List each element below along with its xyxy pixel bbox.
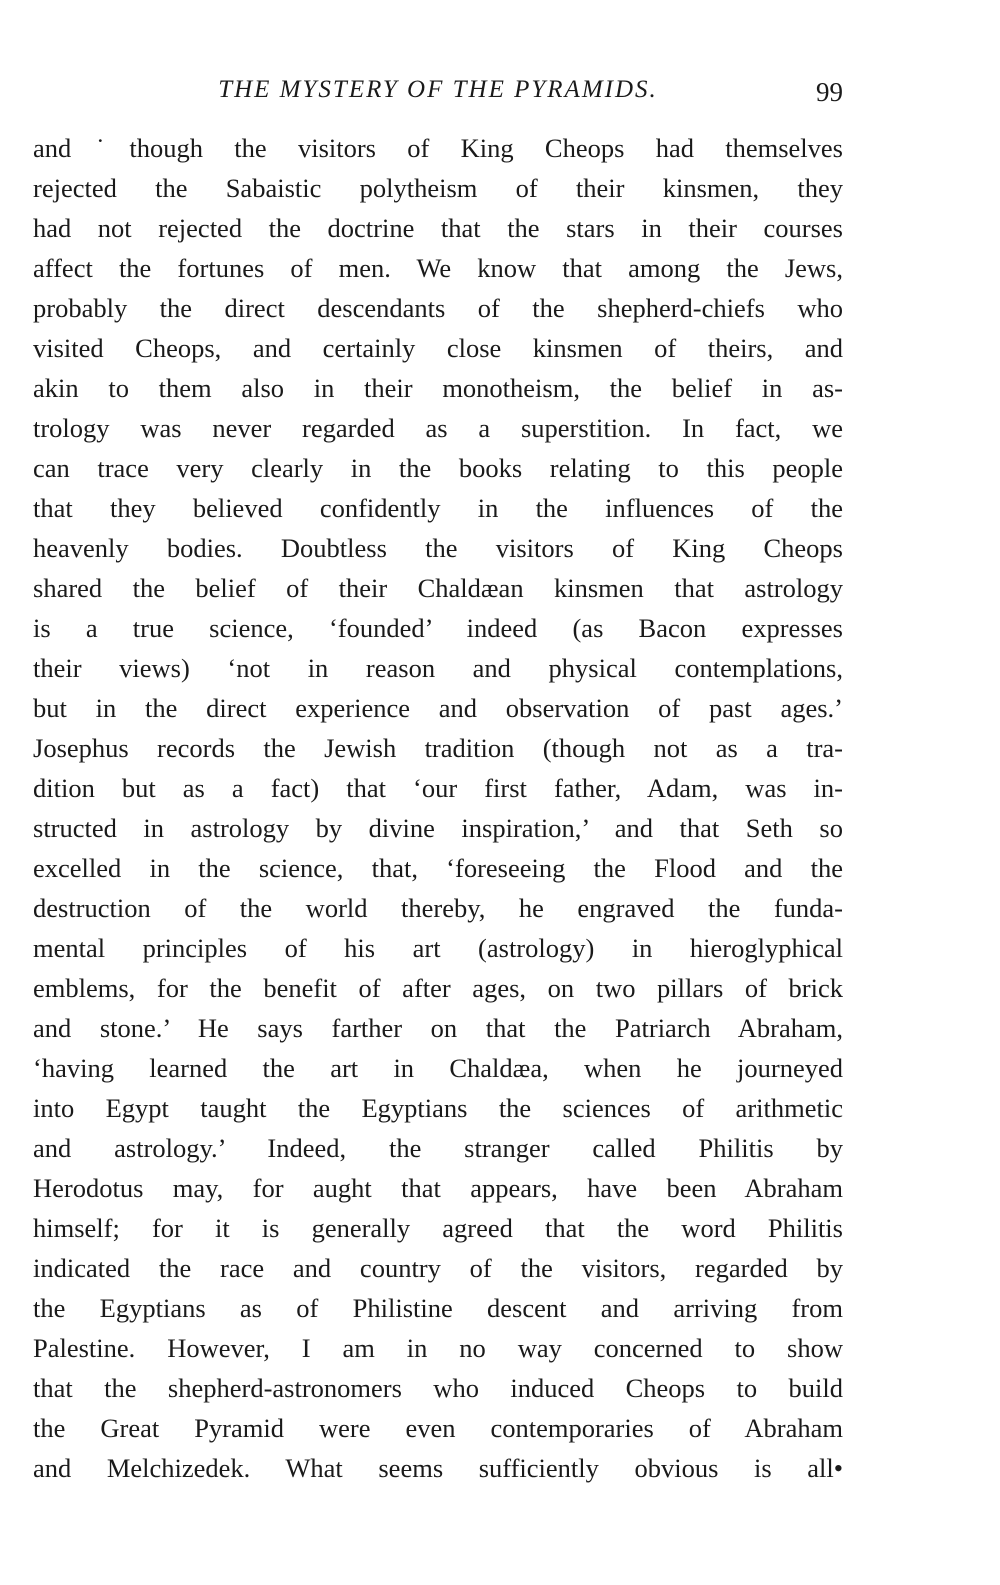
text-line: dition but as a fact) that ‘our first father, Adam, was in- (33, 773, 843, 803)
text-line: and astrology.’ Indeed, the stranger called Philitis by (33, 1133, 843, 1163)
text-line: their views) ‘not in reason and physical contemplations, (33, 653, 843, 683)
text-line: and˙though the visitors of King Cheops had themselves (33, 133, 843, 163)
text-line: the Great Pyramid were even contemporaries of Abraham (33, 1413, 843, 1443)
text-line: the Egyptians as of Philistine descent and arriving from (33, 1293, 843, 1323)
text-line: that they believed confidently in the influences of the (33, 493, 843, 523)
text-line: but in the direct experience and observation of past ages.’ (33, 693, 843, 723)
text-line: mental principles of his art (astrology) in hieroglyphical (33, 933, 843, 963)
text-line: excelled in the science, that, ‘foreseeing the Flood and the (33, 853, 843, 883)
text-line: Josephus records the Jewish tradition (though not as a tra- (33, 733, 843, 763)
text-line: had not rejected the doctrine that the stars in their courses (33, 213, 843, 243)
page-number: 99 (816, 77, 843, 107)
body-text (33, 128, 843, 1488)
text-line: destruction of the world thereby, he engraved the funda- (33, 893, 843, 923)
text-line: and Melchizedek. What seems sufficiently obvious is all• (33, 1453, 843, 1483)
text-line: into Egypt taught the Egyptians the sciences of arithmetic (33, 1093, 843, 1123)
text-line: ‘having learned the art in Chaldæa, when he journeyed (33, 1053, 843, 1083)
text-line: himself; for it is generally agreed that the word Philitis (33, 1213, 843, 1243)
text-line: akin to them also in their monotheism, the belief in as- (33, 373, 843, 403)
text-line: indicated the race and country of the visitors, regarded by (33, 1253, 843, 1283)
text-line: and stone.’ He says farther on that the Patriarch Abraham, (33, 1013, 843, 1043)
running-title: THE MYSTERY OF THE PYRAMIDS. (218, 76, 658, 103)
running-head (33, 72, 843, 108)
text-line: trology was never regarded as a superstition. In fact, we (33, 413, 843, 443)
text-line: shared the belief of their Chaldæan kinsmen that astrology (33, 573, 843, 603)
text-line: that the shepherd-astronomers who induced Cheops to build (33, 1373, 843, 1403)
text-line: probably the direct descendants of the shepherd-chiefs who (33, 293, 843, 323)
text-line: visited Cheops, and certainly close kinsmen of theirs, and (33, 333, 843, 363)
text-line: emblems, for the benefit of after ages, on two pillars of brick (33, 973, 843, 1003)
text-line: Palestine. However, I am in no way concerned to show (33, 1333, 843, 1363)
text-line: rejected the Sabaistic polytheism of their kinsmen, they (33, 173, 843, 203)
text-line: is a true science, ‘founded’ indeed (as Bacon expresses (33, 613, 843, 643)
text-line: heavenly bodies. Doubtless the visitors of King Cheops (33, 533, 843, 563)
text-line: Herodotus may, for aught that appears, have been Abraham (33, 1173, 843, 1203)
text-line: can trace very clearly in the books relating to this people (33, 453, 843, 483)
text-line: affect the fortunes of men. We know that among the Jews, (33, 253, 843, 283)
text-line: structed in astrology by divine inspiration,’ and that Seth so (33, 813, 843, 843)
